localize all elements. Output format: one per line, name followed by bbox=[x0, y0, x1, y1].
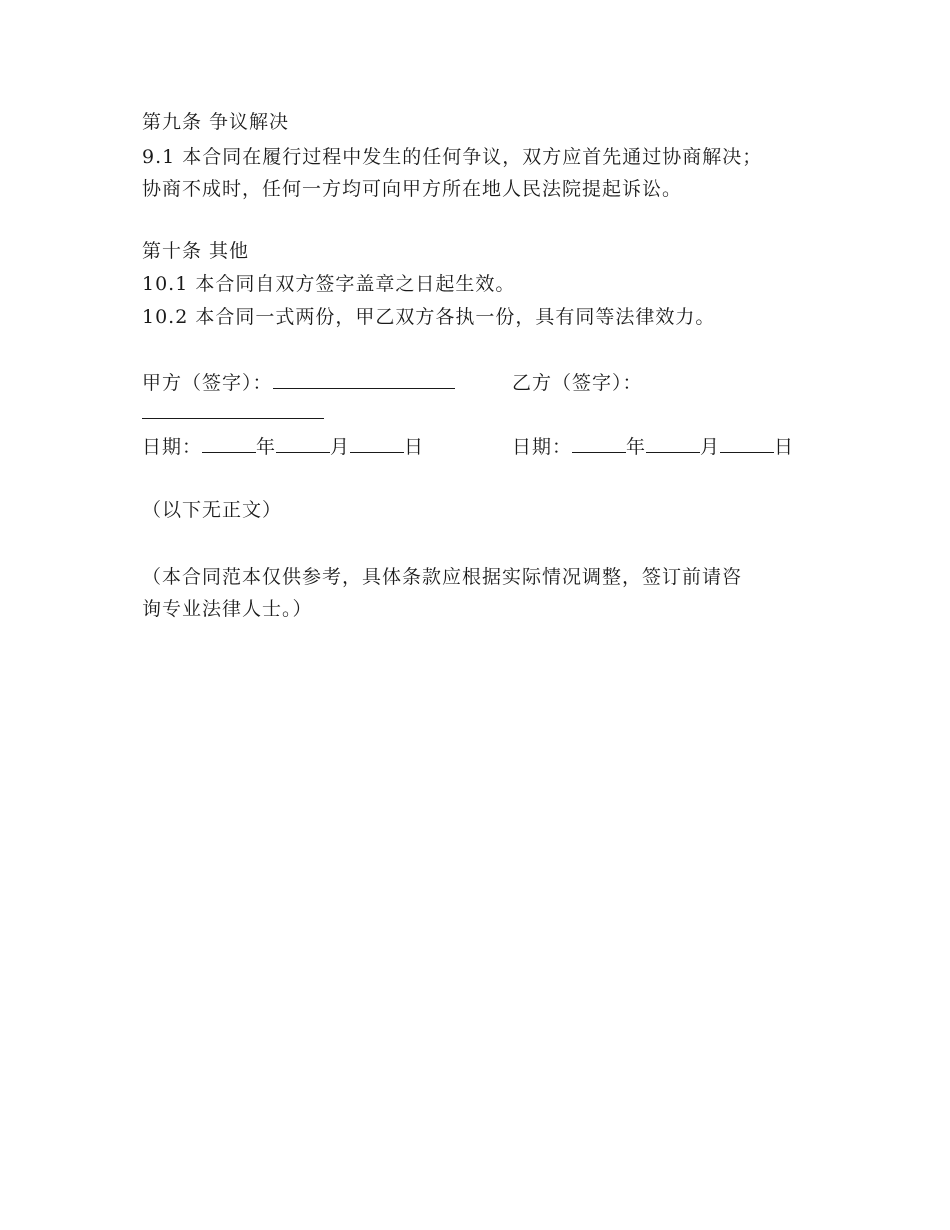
party-a-signature-blank bbox=[273, 370, 455, 389]
disclaimer-line-1: （本合同范本仅供参考，具体条款应根据实际情况调整，签订前请咨 bbox=[142, 566, 743, 588]
party-a-month-blank bbox=[276, 434, 330, 453]
year-label: 年 bbox=[256, 436, 277, 458]
article-9-heading: 第九条 争议解决 bbox=[142, 111, 290, 133]
no-text-below-note: （以下无正文） bbox=[142, 499, 283, 521]
party-a-day-blank bbox=[350, 434, 404, 453]
clause-9-1-line-2: 协商不成时，任何一方均可向甲方所在地人民法院提起诉讼。 bbox=[142, 178, 683, 200]
clause-10-2: 10.2 本合同一式两份，甲乙双方各执一份，具有同等法律效力。 bbox=[142, 306, 716, 328]
day-label: 日 bbox=[774, 436, 795, 458]
year-label: 年 bbox=[626, 436, 647, 458]
party-b-label: 乙方（签字）： bbox=[512, 372, 643, 394]
party-b-date-label: 日期： bbox=[512, 436, 573, 458]
party-b-signature-blank bbox=[142, 400, 324, 419]
party-b-year-blank bbox=[572, 434, 626, 453]
party-a-date-label: 日期： bbox=[142, 436, 203, 458]
party-b-signature-line bbox=[142, 400, 324, 426]
party-b-date bbox=[512, 434, 794, 460]
month-label: 月 bbox=[700, 436, 721, 458]
party-a-label: 甲方（签字）： bbox=[142, 372, 273, 394]
clause-10-1: 10.1 本合同自双方签字盖章之日起生效。 bbox=[142, 273, 516, 295]
disclaimer-line-2: 询专业法律人士。） bbox=[142, 598, 313, 620]
party-b-day-blank bbox=[720, 434, 774, 453]
article-10-heading: 第十条 其他 bbox=[142, 240, 250, 262]
party-a-date bbox=[142, 434, 424, 460]
party-b-signature bbox=[512, 370, 643, 396]
month-label: 月 bbox=[330, 436, 351, 458]
clause-9-1-line-1: 9.1 本合同在履行过程中发生的任何争议，双方应首先通过协商解决； bbox=[142, 146, 763, 168]
day-label: 日 bbox=[404, 436, 425, 458]
party-b-month-blank bbox=[646, 434, 700, 453]
party-a-year-blank bbox=[202, 434, 256, 453]
party-a-signature bbox=[142, 370, 455, 396]
